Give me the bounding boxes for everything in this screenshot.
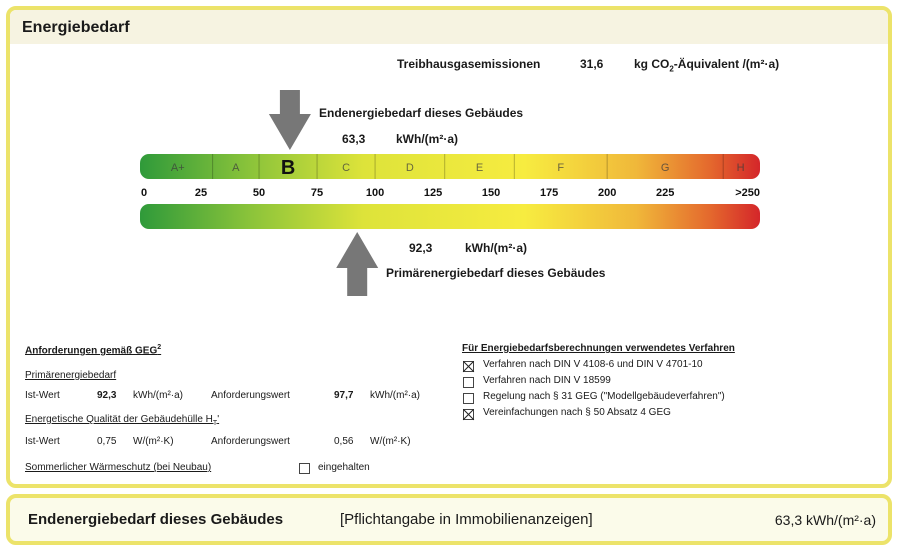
primary-actual-unit: kWh/(m²·a) [133,390,183,401]
footer-value: 63,3 kWh/(m²·a) [774,512,876,528]
method-label-2: Verfahren nach DIN V 18599 [483,375,611,386]
panel-title: Energiebedarf [22,19,130,36]
envelope-actual-unit: W/(m²·K) [133,436,174,447]
class-label-a-plus: A+ [170,162,185,174]
summer-protection-checkbox[interactable] [299,463,310,474]
primary-actual-label: Ist-Wert [25,390,60,401]
method-checkbox-4[interactable] [463,409,474,420]
primary-req-label: Anforderungswert [211,390,290,401]
tick-label: 0 [141,187,148,199]
tick-label: 125 [423,187,443,199]
primary-energy-value: 92,3 [409,241,433,255]
primary-actual-value: 92,3 [97,390,117,401]
method-label-3: Regelung nach § 31 GEG ("Modellgebäudeverfahren") [483,391,725,402]
end-energy-label: Endenergiebedarf dieses Gebäudes [319,106,524,120]
class-label-f: F [557,162,565,174]
end-energy-value: 63,3 [342,132,366,146]
emissions-unit: kg $CO_2$-Äquivalent /(m²·a) [634,57,780,74]
class-label-g: G [660,162,670,174]
tick-label: >250 [735,187,760,199]
method-label-1: Verfahren nach DIN V 4108-6 und DIN V 4701-10 [483,359,703,370]
tick-label: 150 [481,187,501,199]
primary-req-unit: kWh/(m²·a) [370,390,420,401]
methods-title: Für Energiebedarfsberechnungen verwendetes Verfahren [462,343,735,354]
class-label-b: B [280,157,296,179]
class-label-h: H [736,162,745,174]
tick-label: 200 [597,187,617,199]
primary-energy-label: Primärenergiebedarf dieses Gebäudes [386,266,606,280]
envelope-title: Energetische Qualität der Gebäudehülle $H_T'$ [25,414,220,427]
tick-label: 175 [539,187,559,199]
method-checkbox-3[interactable] [463,393,474,404]
emissions-value: 31,6 [580,57,604,71]
envelope-req-unit: W/(m²·K) [370,436,411,447]
class-label-d: D [405,162,414,174]
footer-panel [6,494,892,545]
primary-energy-unit: kWh/(m²·a) [465,241,527,255]
requirements-title: Anforderungen gemäß GEG$^2$ [25,344,162,357]
envelope-req-label: Anforderungswert [211,436,290,447]
envelope-actual-label: Ist-Wert [25,436,60,447]
value-bar [140,204,760,229]
primary-req-value: 97,7 [334,390,354,401]
method-checkbox-2[interactable] [463,377,474,388]
class-label-e: E [475,162,484,174]
tick-label: 100 [365,187,385,199]
summer-protection-check-label: eingehalten [318,462,370,473]
end-energy-unit: kWh/(m²·a) [396,132,458,146]
class-label-c: C [342,162,351,174]
envelope-actual-value: 0,75 [97,436,117,447]
tick-label: 225 [655,187,675,199]
footer-note: [Pflichtangabe in Immobilienanzeigen] [340,511,593,528]
primary-energy-arrow [336,232,378,296]
tick-label: 75 [310,187,324,199]
method-label-4: Vereinfachungen nach § 50 Absatz 4 GEG [483,407,671,418]
class-label-a: A [232,162,240,174]
method-checkbox-1[interactable] [463,361,474,372]
envelope-req-value: 0,56 [334,436,354,447]
tick-label: 50 [252,187,266,199]
summer-protection-label: Sommerlicher Wärmeschutz (bei Neubau) [25,462,212,473]
footer-title: Endenergiebedarf dieses Gebäudes [28,511,284,528]
end-energy-arrow [269,90,311,150]
primary-requirements-title: Primärenergiebedarf [25,370,117,381]
emissions-label: Treibhausgasemissionen [397,57,541,71]
tick-label: 25 [194,187,208,199]
